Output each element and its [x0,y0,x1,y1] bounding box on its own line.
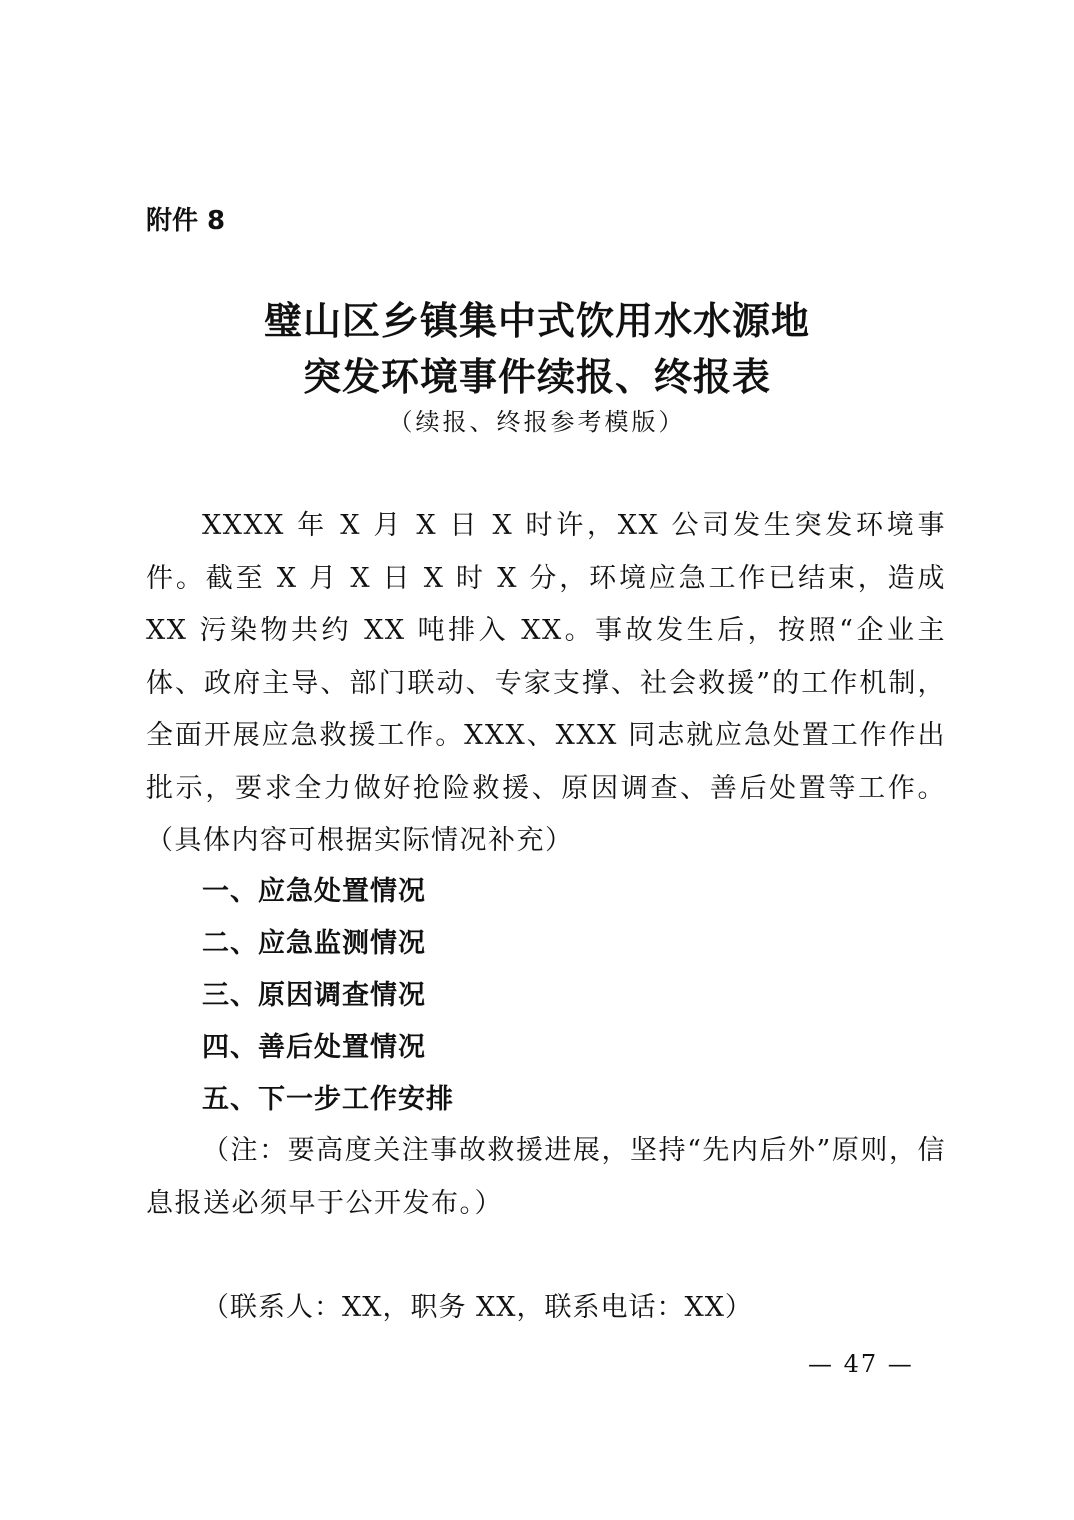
section-heading-emergency-monitoring: 二、应急监测情况 [202,928,426,959]
document-title-line-1: 璧山区乡镇集中式饮用水水源地 [263,298,810,343]
contact-line: （联系人：XX，职务 XX，联系电话：XX） [202,1292,753,1323]
section-heading-emergency-response: 一、应急处置情况 [202,876,426,907]
page-number: — 47 — [808,1350,914,1378]
document-title-line-2: 突发环境事件续报、终报表 [302,354,771,399]
attachment-label: 附件 8 [146,206,226,236]
section-heading-cause-investigation: 三、原因调查情况 [202,980,426,1011]
note-paragraph: （注：要高度关注事故救援进展，坚持“先内后外”原则，信息报送必须早于公开发布。） [146,1135,946,1219]
section-heading-next-steps: 五、下一步工作安排 [202,1084,454,1115]
document-subtitle: （续报、终报参考模版） [388,408,686,436]
section-heading-aftermath: 四、善后处置情况 [202,1032,426,1063]
intro-paragraph: XXXX 年 X 月 X 日 X 时许，XX 公司发生突发环境事件。截至 X 月 X 日 X 时 X 分，环境应急工作已结束，造成 XX 污染物共约 XX 吨排入 XX。事故发生后，按照“企业主体、政府主导、部门联动、专家支撑、社会救援”的工作机制，全面开展应急救援工作。XXX、XXX 同志就应急处置工作作出批示，要求全力做好抢险救援、原因调查、善后处置等工作。（具体内容可根据实际情况补充） [146,510,946,856]
